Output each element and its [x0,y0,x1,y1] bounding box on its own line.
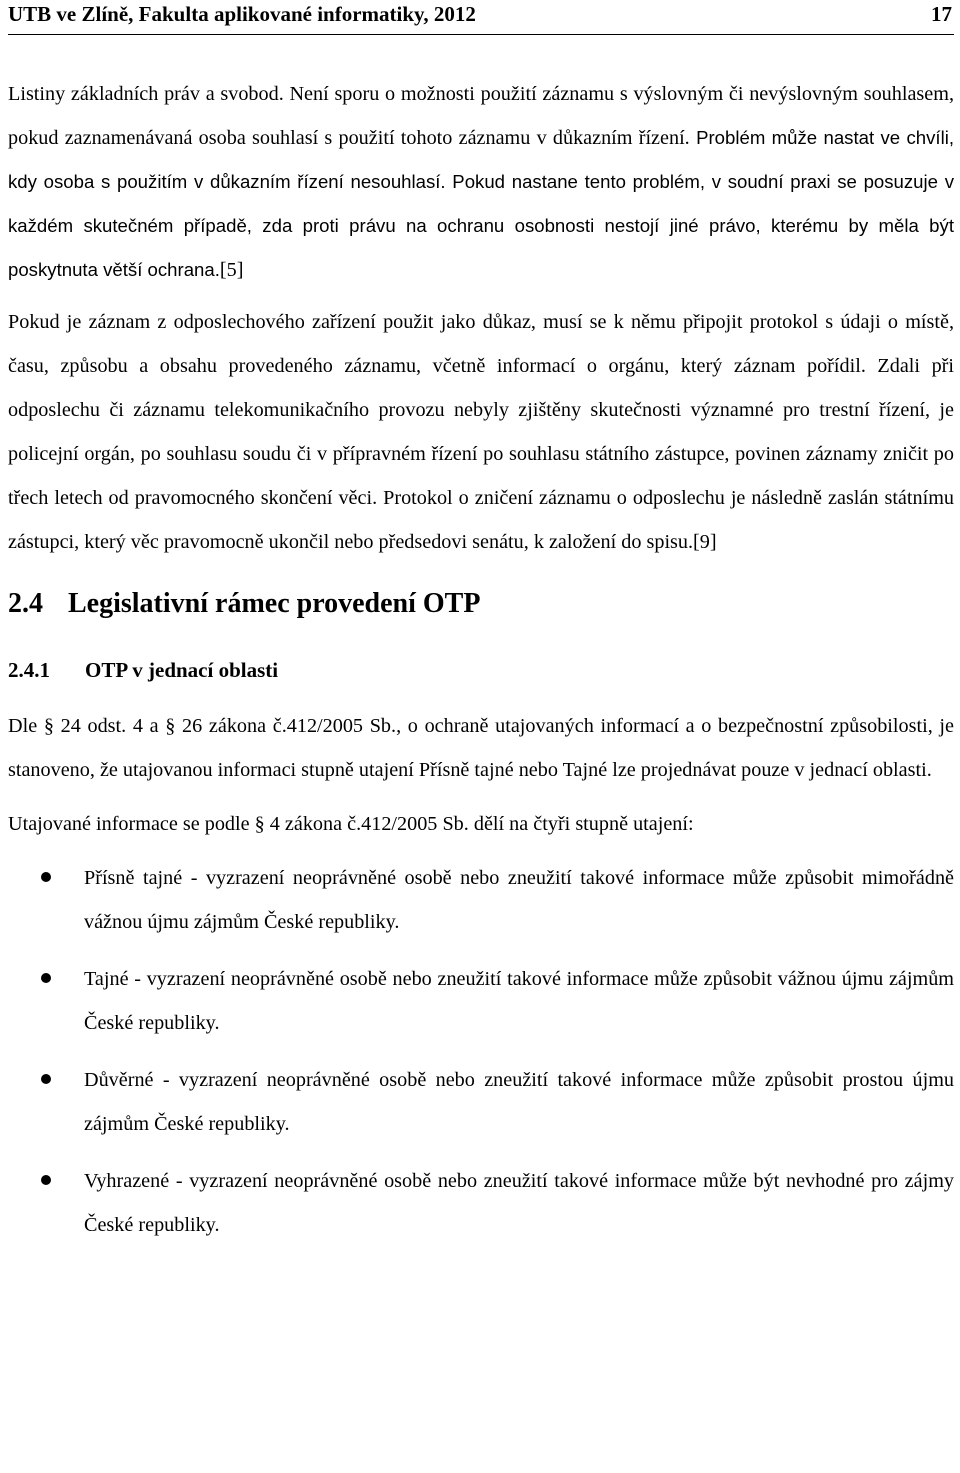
paragraph-3: Dle § 24 odst. 4 a § 26 zákona č.412/2005 Sb., o ochraně utajovaných informací a o bezpečnostní způsobilosti, je stanoveno, že utajovanou informaci stupně utajení Přísně tajné nebo Tajné lze projednávat pouze v jednací oblasti. [8,715,954,781]
list-item [8,957,954,1045]
classification-list [8,856,954,1247]
citation-5: [5] [219,259,244,281]
paragraph-2: Pokud je záznam z odposlechového zařízení použit jako důkaz, musí se k němu připojit protokol s údaji o místě, času, způsobu a obsahu provedeného záznamu, včetně informací o orgánu, který záznam pořídil. Zdali při odposlechu či záznamu telekomunikačního provozu nebyly zjištěny skutečnosti významné pro trestní řízení, je policejní orgán, po souhlasu soudu či v přípravném řízení po souhlasu státního zástupce, povinen záznamy zničit po třech letech od pravomocného skončení věci. Protokol o zničení záznamu o odposlechu je následně zaslán státnímu zástupci, který věc pravomocně ukončil nebo předsedovi senátu, k založení do spisu.[9] [8,311,954,553]
header-title: UTB ve Zlíně, Fakulta aplikované informatiky, 2012 [8,2,476,26]
list-item [8,1159,954,1247]
list-item-text: Přísně tajné - vyzrazení neoprávněné osobě nebo zneužití takové informace může způsobit mimořádně vážnou újmu zájmům České republiky. [84,867,954,933]
page-number: 17 [931,2,952,26]
paragraph-1 [8,72,954,292]
section-number: 2.4 [8,588,43,619]
list-item [8,1058,954,1146]
document-body [8,72,954,1260]
bullet-icon [41,973,51,983]
list-item-text: Důvěrné - vyzrazení neoprávněné osobě nebo zneužití takové informace může způsobit prostou újmu zájmům České republiky. [84,1069,954,1135]
subsection-number: 2.4.1 [8,658,50,682]
section-heading [8,582,954,626]
section-title: Legislativní rámec provedení OTP [68,588,481,619]
page-header [8,0,954,35]
list-item-text: Tajné - vyzrazení neoprávněné osobě nebo zneužití takové informace může způsobit vážnou újmu zájmům České republiky. [84,968,954,1034]
bullet-icon [41,872,51,882]
subsection-heading [8,648,954,692]
paragraph-1-part-1: Listiny základních práv a svobod. Není sporu o možnosti použití záznamu s výslovným či nevýslovným souhlasem, pokud zaznamenávaná osoba souhlasí s použití tohoto záznamu v důkazním řízení. [8,83,954,149]
paragraph-4: Utajované informace se podle § 4 zákona č.412/2005 Sb. dělí na čtyři stupně utajení: [8,813,694,835]
paragraph-1-part-2: Problém může nastat ve chvíli, kdy osoba s použitím v důkazním řízení nesouhlasí. Pokud nastane tento problém, v soudní praxi se posuzuje v každém skutečném případě, zda proti právu na ochranu osobnosti nestojí jiné právo, kterému by měla být poskytnuta větší ochrana. [8,127,954,280]
list-item-text: Vyhrazené - vyzrazení neoprávněné osobě nebo zneužití takové informace může být nevhodné pro zájmy České republiky. [84,1170,954,1236]
subsection-title: OTP v jednací oblasti [85,658,279,682]
bullet-icon [41,1175,51,1185]
list-item [8,856,954,944]
bullet-icon [41,1074,51,1084]
